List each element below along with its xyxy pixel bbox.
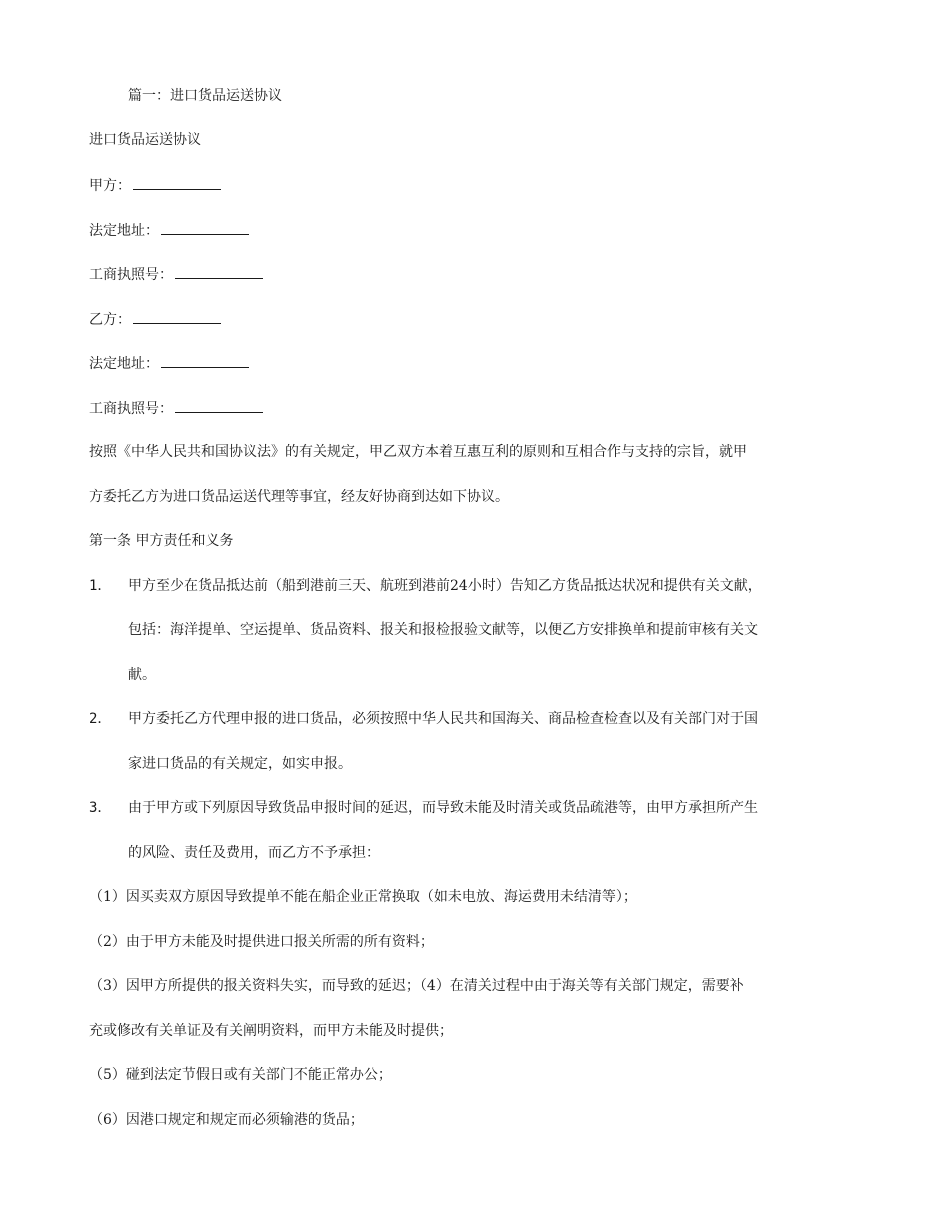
item-line: 家进口货品的有关规定，如实申报。	[128, 756, 352, 772]
party-a-license-label: 工商执照号：	[89, 267, 173, 283]
section-heading: 篇一：进口货品运送协议	[128, 88, 282, 104]
item-number: 3．	[89, 800, 112, 816]
party-b-license-field	[89, 398, 263, 419]
item-line: 甲方委托乙方代理申报的进口货品，必须按照中华人民共和国海关、商品检查检查以及有关部门对于国	[128, 711, 758, 727]
item-line: 甲方至少在货品抵达前（船到港前三天、航班到港前24小时）告知乙方货品抵达状况和提供有关文献，	[128, 578, 762, 594]
sub-item-line: （6）因港口规定和规定而必须输港的货品；	[89, 1112, 364, 1128]
party-a-address-label: 法定地址：	[89, 223, 159, 239]
document-title: 进口货品运送协议	[89, 132, 201, 148]
party-b-blank	[133, 309, 221, 324]
intro-line: 方委托乙方为进口货品运送代理等事宜，经友好协商到达如下协议。	[89, 489, 509, 505]
party-a-label: 甲方：	[89, 178, 131, 194]
sub-item-line: （2）由于甲方未能及时提供进口报关所需的所有资料；	[89, 934, 434, 950]
item-line: 由于甲方或下列原因导致货品申报时间的延迟，而导致未能及时清关或货品疏港等，由甲方承担所产生	[128, 800, 758, 816]
sub-item-line: （1）因买卖双方原因导致提单不能在船企业正常换取（如未电放、海运费用未结清等）；	[89, 889, 637, 905]
item-number: 2．	[89, 711, 112, 727]
party-b-address-field	[89, 353, 249, 374]
party-b-field	[89, 309, 221, 330]
party-a-license-blank	[175, 264, 263, 279]
item-line: 的风险、责任及费用，而乙方不予承担：	[128, 845, 380, 861]
party-b-license-blank	[175, 398, 263, 413]
party-b-license-label: 工商执照号：	[89, 401, 173, 417]
item-line: 献。	[128, 667, 156, 683]
party-b-label: 乙方：	[89, 312, 131, 328]
article-1-title: 第一条 甲方责任和义务	[89, 533, 234, 549]
item-line: 包括：海洋提单、空运提单、货品资料、报关和报检报验文献等，以便乙方安排换单和提前审核有关文	[128, 622, 758, 638]
intro-line: 按照《中华人民共和国协议法》的有关规定，甲乙双方本着互惠互利的原则和互相合作与支持的宗旨，就甲	[89, 444, 747, 460]
party-a-address-field	[89, 220, 249, 241]
party-b-address-label: 法定地址：	[89, 356, 159, 372]
item-number: 1．	[89, 578, 112, 594]
sub-item-line: 充或修改有关单证及有关阐明资料，而甲方未能及时提供；	[89, 1023, 453, 1039]
sub-item-line: （5）碰到法定节假日或有关部门不能正常办公；	[89, 1067, 392, 1083]
party-a-license-field	[89, 264, 263, 285]
party-a-blank	[133, 175, 221, 190]
party-a-address-blank	[161, 220, 249, 235]
party-b-address-blank	[161, 353, 249, 368]
sub-item-line: （3）因甲方所提供的报关资料失实，而导致的延迟；（4）在清关过程中由于海关等有关部门规定，需要补	[89, 978, 744, 994]
party-a-field	[89, 175, 221, 196]
